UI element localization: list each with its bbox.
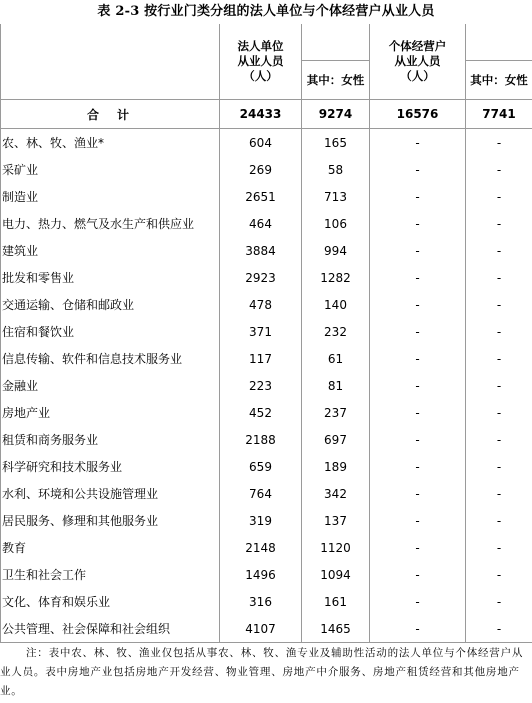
header-industry [1,24,220,100]
cell-legal-female: 61 [302,345,370,372]
total-legal-female: 9274 [302,100,370,129]
industry-name: 文化、体育和娱乐业 [1,588,220,615]
cell-individual: - [370,507,466,534]
cell-legal-persons: 478 [220,291,302,318]
table-row [1,237,532,264]
table-row [1,129,532,157]
cell-legal-female: 232 [302,318,370,345]
header-legal-persons [220,24,302,100]
cell-legal-persons: 223 [220,372,302,399]
header-legal-persons-label: 法人单位 从业人员 （人） [237,39,284,83]
cell-legal-persons: 2651 [220,183,302,210]
industry-name: 金融业 [1,372,220,399]
industry-name: 建筑业 [1,237,220,264]
cell-individual: - [370,372,466,399]
cell-legal-persons: 4107 [220,615,302,643]
cell-individual: - [370,264,466,291]
cell-legal-female: 1282 [302,264,370,291]
total-row [1,100,532,129]
cell-legal-female: 994 [302,237,370,264]
cell-individual-female: - [466,480,532,507]
table-body [1,100,532,643]
cell-individual: - [370,291,466,318]
cell-legal-female: 189 [302,453,370,480]
cell-individual-female: - [466,399,532,426]
cell-individual-female: - [466,534,532,561]
cell-individual: - [370,345,466,372]
header-individual [370,24,466,100]
table-row [1,156,532,183]
industry-name: 采矿业 [1,156,220,183]
cell-legal-female: 1120 [302,534,370,561]
table-row [1,318,532,345]
table-row [1,264,532,291]
cell-legal-female: 161 [302,588,370,615]
cell-individual-female: - [466,615,532,643]
cell-legal-female: 58 [302,156,370,183]
cell-individual-female: - [466,210,532,237]
industry-name: 卫生和社会工作 [1,561,220,588]
table-row [1,372,532,399]
cell-individual-female: - [466,156,532,183]
cell-legal-female: 697 [302,426,370,453]
cell-individual-female: - [466,129,532,157]
cell-individual: - [370,399,466,426]
header-individual-label: 个体经营户 从业人员 （人） [388,39,447,83]
cell-legal-persons: 2188 [220,426,302,453]
cell-individual-female: - [466,372,532,399]
cell-individual: - [370,588,466,615]
total-individual: 16576 [370,100,466,129]
cell-individual: - [370,480,466,507]
table-row [1,183,532,210]
industry-name: 教育 [1,534,220,561]
header-individual-female-blank [466,24,532,61]
cell-individual-female: - [466,183,532,210]
table-row [1,507,532,534]
cell-legal-female: 106 [302,210,370,237]
employment-table [0,24,532,643]
cell-individual: - [370,156,466,183]
table-row [1,534,532,561]
header-legal-female-blank [302,24,370,61]
cell-individual-female: - [466,426,532,453]
cell-individual: - [370,534,466,561]
table-row [1,291,532,318]
cell-individual-female: - [466,318,532,345]
cell-individual: - [370,426,466,453]
cell-legal-persons: 452 [220,399,302,426]
cell-individual: - [370,453,466,480]
cell-individual: - [370,183,466,210]
cell-legal-persons: 371 [220,318,302,345]
table-row [1,453,532,480]
cell-legal-persons: 2923 [220,264,302,291]
cell-individual-female: - [466,345,532,372]
industry-name: 制造业 [1,183,220,210]
cell-legal-female: 81 [302,372,370,399]
cell-legal-female: 342 [302,480,370,507]
industry-name: 电力、热力、燃气及水生产和供应业 [1,210,220,237]
cell-individual-female: - [466,507,532,534]
total-label: 合计 [1,100,220,129]
industry-name: 交通运输、仓储和邮政业 [1,291,220,318]
cell-legal-female: 137 [302,507,370,534]
cell-legal-persons: 117 [220,345,302,372]
cell-legal-female: 140 [302,291,370,318]
industry-name: 信息传输、软件和信息技术服务业 [1,345,220,372]
industry-name: 居民服务、修理和其他服务业 [1,507,220,534]
cell-legal-persons: 319 [220,507,302,534]
table-row [1,345,532,372]
table-row [1,615,532,643]
table-row [1,426,532,453]
cell-legal-persons: 269 [220,156,302,183]
industry-name: 公共管理、社会保障和社会组织 [1,615,220,643]
industry-name: 住宿和餐饮业 [1,318,220,345]
cell-individual-female: - [466,561,532,588]
cell-individual-female: - [466,264,532,291]
table-footnote: 注：表中农、林、牧、渔业仅包括从事农、林、牧、渔专业及辅助性活动的法人单位与个体经营户从业人员。表中房地产业包括房地产开发经营、物业管理、房地产中介服务、房地产租赁经营和其他房地产业。 [0,647,524,697]
cell-individual: - [370,615,466,643]
cell-individual: - [370,318,466,345]
header-legal-female: 其中：女性 [302,61,370,100]
industry-name: 科学研究和技术服务业 [1,453,220,480]
cell-legal-persons: 659 [220,453,302,480]
cell-individual-female: - [466,453,532,480]
table-row [1,561,532,588]
cell-legal-persons: 764 [220,480,302,507]
industry-name: 房地产业 [1,399,220,426]
cell-individual-female: - [466,237,532,264]
cell-legal-female: 1465 [302,615,370,643]
cell-individual: - [370,237,466,264]
cell-legal-persons: 2148 [220,534,302,561]
cell-legal-persons: 3884 [220,237,302,264]
table-row [1,210,532,237]
table-row [1,399,532,426]
total-individual-female: 7741 [466,100,532,129]
cell-legal-persons: 1496 [220,561,302,588]
cell-legal-persons: 316 [220,588,302,615]
cell-legal-female: 1094 [302,561,370,588]
industry-name: 农、林、牧、渔业* [1,129,220,157]
cell-legal-persons: 604 [220,129,302,157]
header-individual-female: 其中：女性 [466,61,532,100]
cell-individual: - [370,210,466,237]
cell-individual-female: - [466,291,532,318]
header-row-top [1,24,532,61]
table-row [1,588,532,615]
table-row [1,480,532,507]
industry-name: 批发和零售业 [1,264,220,291]
total-legal-persons: 24433 [220,100,302,129]
cell-individual-female: - [466,588,532,615]
industry-name: 租赁和商务服务业 [1,426,220,453]
cell-individual: - [370,129,466,157]
table-title: 表 2-3 按行业门类分组的法人单位与个体经营户从业人员 [97,4,435,19]
cell-legal-female: 237 [302,399,370,426]
cell-legal-female: 713 [302,183,370,210]
cell-legal-persons: 464 [220,210,302,237]
industry-name: 水利、环境和公共设施管理业 [1,480,220,507]
cell-legal-female: 165 [302,129,370,157]
cell-individual: - [370,561,466,588]
